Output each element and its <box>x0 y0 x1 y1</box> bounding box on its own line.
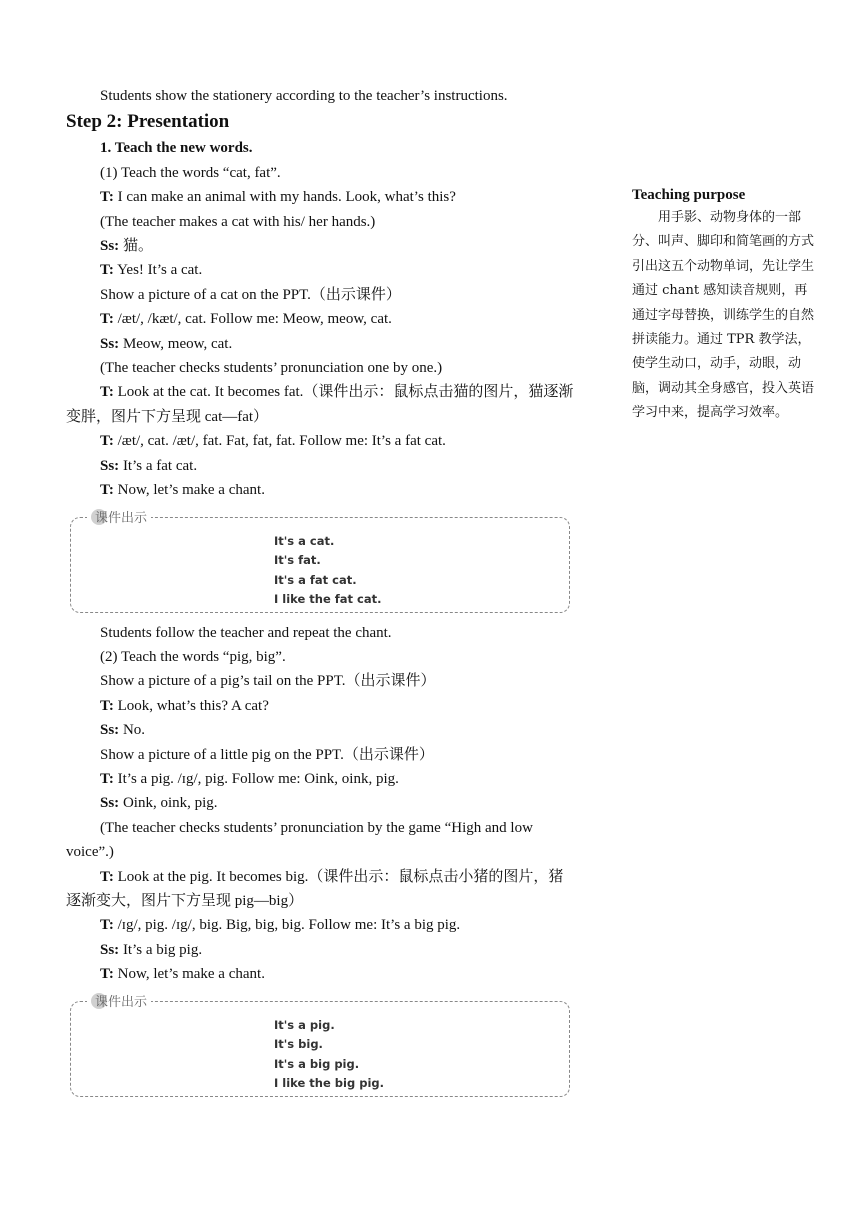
speaker-label: Ss: <box>100 941 120 958</box>
dialogue-part-1 <box>66 161 578 503</box>
dialogue-line <box>66 161 578 185</box>
dialogue-line <box>66 718 578 742</box>
dialogue-text: I can make an animal with my hands. Look, what’s this? <box>117 189 456 206</box>
dialogue-line <box>66 743 578 767</box>
dialogue-line <box>66 258 578 282</box>
speaker-label: Ss: <box>100 457 120 474</box>
dialogue-line <box>66 332 578 356</box>
dialogue-text: Show a picture of a little pig on the PPT.（出示课件） <box>100 746 434 763</box>
dialogue-text: It’s a pig. /ɪg/, pig. Follow me: Oink, oink, pig. <box>117 770 399 787</box>
dialogue-line <box>66 478 578 502</box>
dialogue-text: Meow, meow, cat. <box>122 335 233 352</box>
dialogue-text: Look, what’s this? A cat? <box>117 697 269 714</box>
dialogue-line <box>66 210 578 234</box>
chant-line: It's fat. <box>274 553 321 568</box>
speaker-label: Ss: <box>100 238 120 255</box>
courseware-box-cat <box>70 510 570 613</box>
dialogue-text: Look at the cat. It becomes fat.（课件出示：鼠标点击猫的图片，猫逐渐变胖，图片下方呈现 cat—fat） <box>66 384 574 425</box>
dialogue-line <box>66 669 578 693</box>
speaker-label: T: <box>100 189 114 206</box>
dialogue-text: (The teacher checks students’ pronunciation by the game “High and low voice”.) <box>66 819 533 861</box>
dialogue-line <box>66 356 578 380</box>
speaker-label: Ss: <box>100 335 120 352</box>
dialogue-text: Show a picture of a cat on the PPT.（出示课件） <box>100 286 401 303</box>
dialogue-line <box>66 962 578 986</box>
teaching-purpose-title: Teaching purpose <box>632 187 746 203</box>
speaker-label: T: <box>100 384 114 401</box>
dialogue-text: Oink, oink, pig. <box>122 795 218 812</box>
dialogue-line <box>66 621 578 645</box>
chant-line: It's a cat. <box>274 533 335 548</box>
dialogue-line <box>66 767 578 791</box>
dialogue-text: (2) Teach the words “pig, big”. <box>100 648 286 665</box>
dialogue-text: (1) Teach the words “cat, fat”. <box>100 164 281 181</box>
speaker-label: T: <box>100 917 114 934</box>
speaker-label: T: <box>100 482 114 499</box>
chant-lines-pig <box>274 1016 384 1094</box>
dialogue-text: Show a picture of a pig’s tail on the PPT.（出示课件） <box>100 673 436 690</box>
intro-line: Students show the stationery according to the teacher’s instructions. <box>100 88 508 104</box>
dialogue-line <box>66 865 578 914</box>
dialogue-line <box>66 283 578 307</box>
chant-line: It's big. <box>274 1037 323 1052</box>
chant-line: It's a big pig. <box>274 1056 360 1071</box>
speaker-label: T: <box>100 770 114 787</box>
dialogue-text: (The teacher checks students’ pronunciation one by one.) <box>100 360 443 377</box>
dialogue-part-2 <box>66 621 578 987</box>
section-title: 1. Teach the new words. <box>100 140 253 157</box>
dialogue-line <box>66 307 578 331</box>
dialogue-line <box>66 380 578 429</box>
dialogue-text: No. <box>122 722 146 739</box>
speaker-label: T: <box>100 311 114 328</box>
dialogue-text: /æt/, /kæt/, cat. Follow me: Meow, meow, cat. <box>117 311 392 328</box>
speaker-label: T: <box>100 697 114 714</box>
dialogue-text: 猫。 <box>122 238 153 255</box>
chant-line: I like the fat cat. <box>274 592 382 607</box>
dialogue-line <box>66 454 578 478</box>
step-title: Step 2: Presentation <box>66 111 230 133</box>
dialogue-text: Now, let’s make a chant. <box>117 482 265 499</box>
dialogue-text: It’s a big pig. <box>122 941 203 958</box>
dialogue-line <box>66 429 578 453</box>
speaker-label: T: <box>100 868 114 885</box>
lesson-main-column <box>66 84 578 1105</box>
speaker-label: Ss: <box>100 795 120 812</box>
chant-lines-cat <box>274 532 382 610</box>
dialogue-line <box>66 185 578 209</box>
dialogue-text: Students follow the teacher and repeat the chant. <box>100 624 392 641</box>
dialogue-line <box>66 645 578 669</box>
chant-line: I like the big pig. <box>274 1076 384 1091</box>
teaching-purpose-sidebar <box>632 186 818 426</box>
dialogue-line <box>66 816 578 865</box>
chant-line: It's a pig. <box>274 1017 335 1032</box>
dialogue-line <box>66 234 578 258</box>
dialogue-text: It’s a fat cat. <box>122 457 198 474</box>
dialogue-line <box>66 791 578 815</box>
speaker-label: T: <box>100 966 114 983</box>
speaker-label: T: <box>100 433 114 450</box>
dialogue-text: Now, let’s make a chant. <box>117 966 265 983</box>
courseware-tag: 课件出示 <box>87 991 151 1010</box>
courseware-tag: 课件出示 <box>87 507 151 526</box>
dialogue-line <box>66 913 578 937</box>
dialogue-text: /æt/, cat. /æt/, fat. Fat, fat, fat. Follow me: It’s a fat cat. <box>117 433 446 450</box>
chant-line: It's a fat cat. <box>274 572 357 587</box>
courseware-box-pig <box>70 994 570 1097</box>
dialogue-text: Yes! It’s a cat. <box>117 262 203 279</box>
dialogue-line <box>66 694 578 718</box>
speaker-label: Ss: <box>100 722 120 739</box>
dialogue-text: Look at the pig. It becomes big.（课件出示：鼠标点击小猪的图片，猪逐渐变大，图片下方呈现 pig—big） <box>66 868 564 909</box>
dialogue-text: /ɪg/, pig. /ɪg/, big. Big, big, big. Follow me: It’s a big pig. <box>117 917 461 934</box>
speaker-label: T: <box>100 262 114 279</box>
dialogue-line <box>66 938 578 962</box>
dialogue-text: (The teacher makes a cat with his/ her hands.) <box>100 213 376 230</box>
teaching-purpose-body: 用手影、动物身体的一部分、叫声、脚印和简笔画的方式引出这五个动物单词，先让学生通过 chant 感知读音规则，再通过字母替换，训练学生的自然拼读能力。通过 TPR 教学法，使学生动口，动手，动眼，动脑，调动其全身感官，投入英语学习中来，提高学习效率。 <box>632 210 815 421</box>
